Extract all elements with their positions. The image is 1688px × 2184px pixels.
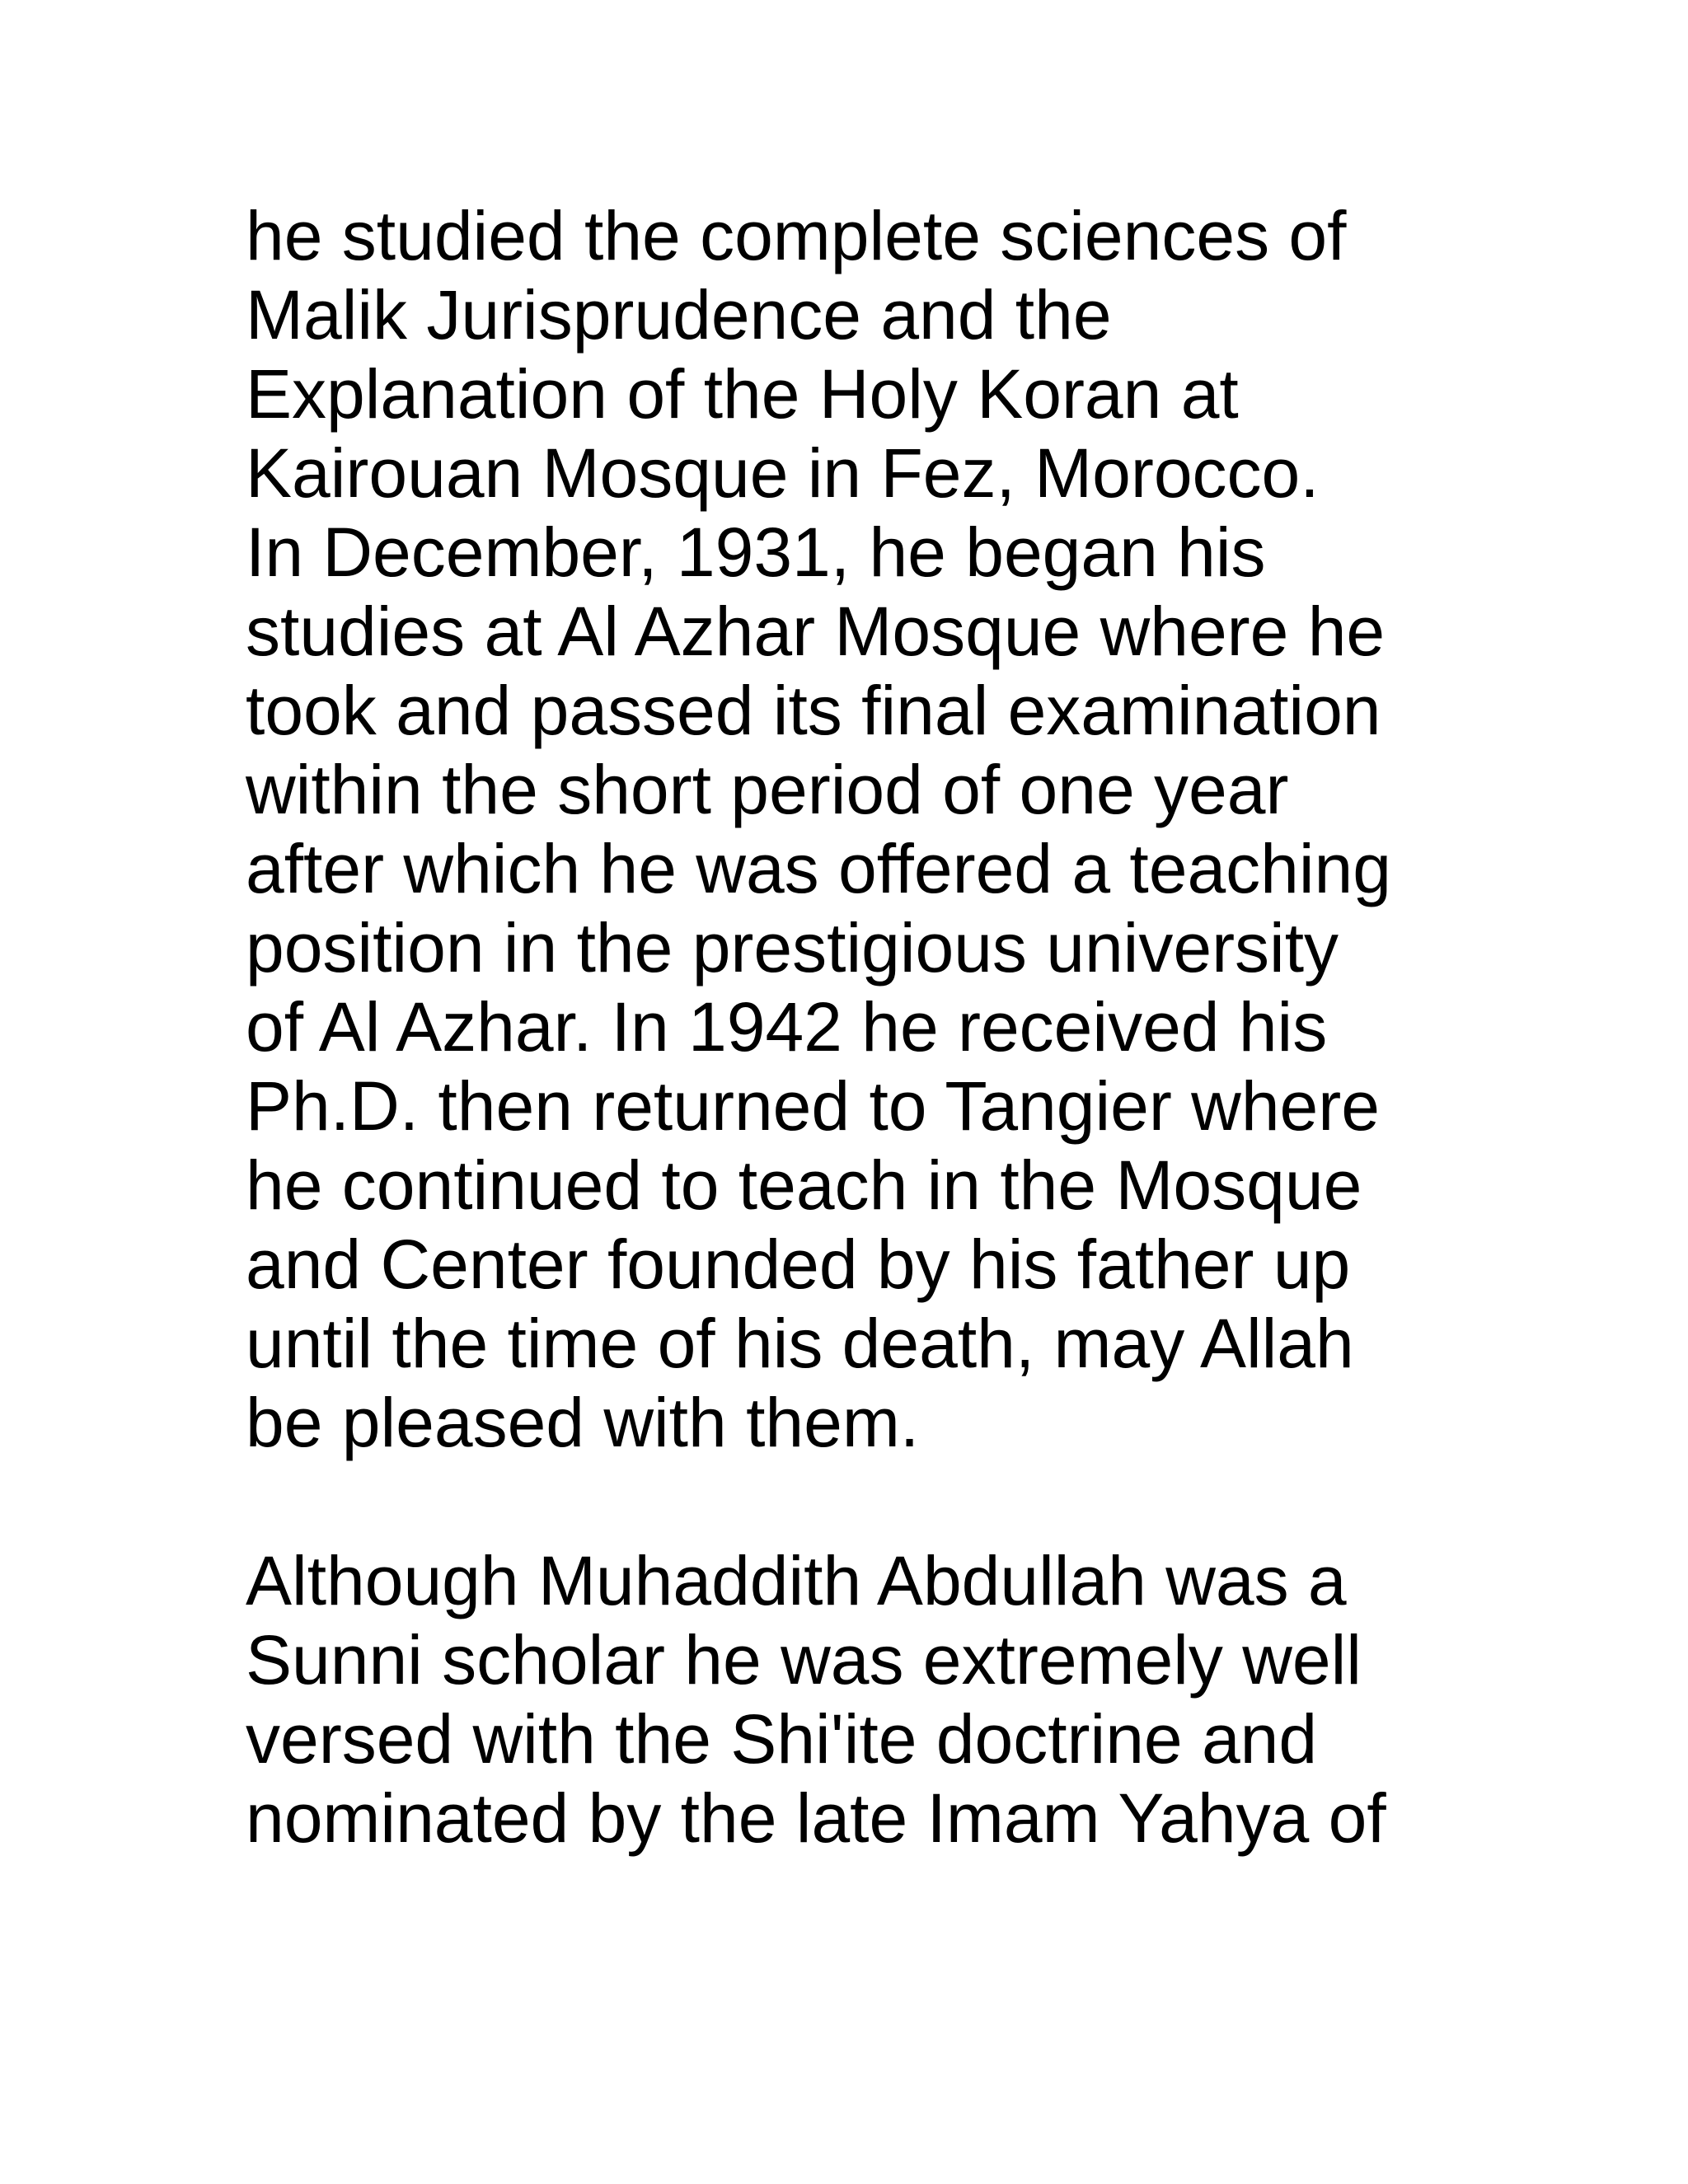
paragraph-1 [246,196,1531,1462]
text-line: studies at Al Azhar Mosque where he [246,593,1386,670]
text-line: position in the prestigious university [246,909,1339,987]
text-line: nominated by the late Imam Yahya of [246,1779,1386,1857]
text-line: Kairouan Mosque in Fez, Morocco. [246,434,1320,512]
text-line: took and passed its final examination [246,672,1381,749]
text-line: he studied the complete sciences of [246,197,1347,274]
text-line: until the time of his death, may Allah [246,1305,1354,1382]
paragraph-2 [246,1541,1531,1858]
text-line: Although Muhaddith Abdullah was a [246,1542,1347,1619]
text-line: Ph.D. then returned to Tangier where [246,1067,1380,1145]
text-line: he continued to teach in the Mosque [246,1146,1362,1224]
text-line: Malik Jurisprudence and the [246,276,1112,354]
text-line: and Center founded by his father up [246,1226,1351,1303]
text-line: within the short period of one year [246,751,1289,828]
text-line: In December, 1931, he began his [246,513,1266,591]
text-line: be pleased with them. [246,1384,920,1461]
text-line: Sunni scholar he was extremely well [246,1621,1362,1699]
text-line: versed with the Shi'ite doctrine and [246,1700,1318,1778]
text-line: of Al Azhar. In 1942 he received his [246,988,1328,1066]
text-line: Explanation of the Holy Koran at [246,355,1239,433]
text-line: after which he was offered a teaching [246,830,1391,907]
